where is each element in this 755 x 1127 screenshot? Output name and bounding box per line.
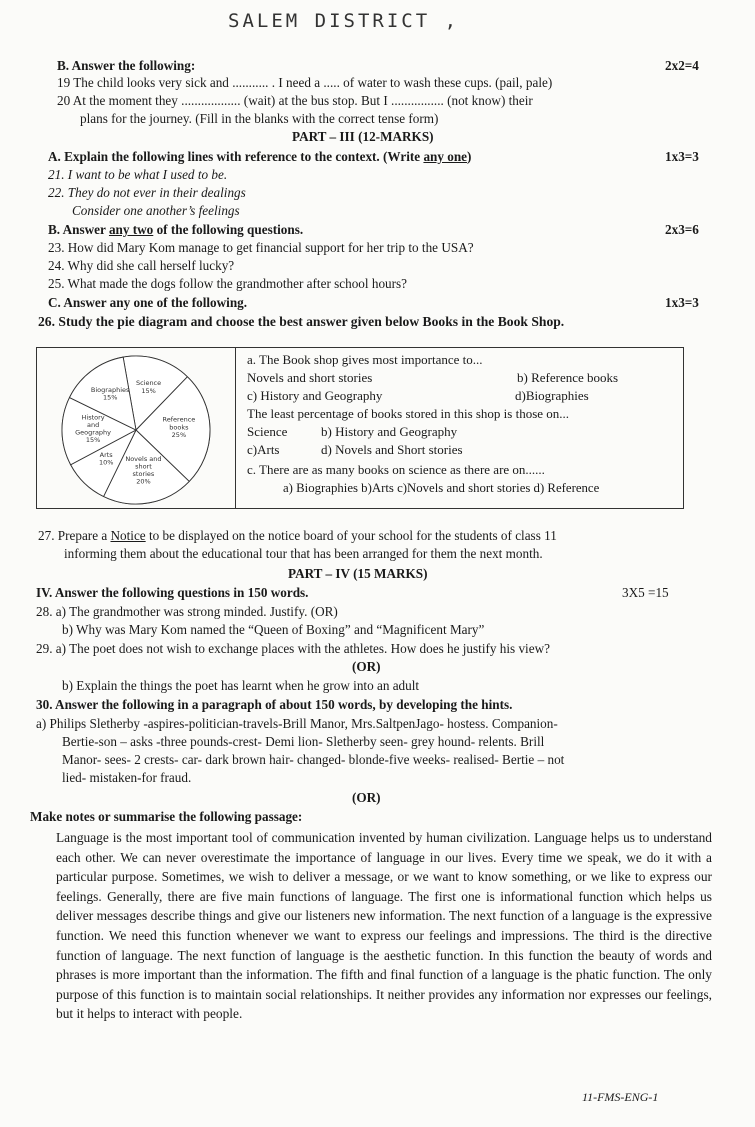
question-21: 21. I want to be what I used to be.	[48, 167, 228, 182]
section-b-heading: B. Answer the following:	[57, 58, 196, 73]
question-30-hints-1: a) Philips Sletherby -aspires-politician-travels-Brill Manor, Mrs.SaltpenJago- hostess. Companion-	[36, 716, 558, 731]
or-label-2: (OR)	[352, 790, 381, 805]
question-30-hints-3: Manor- sees- 2 crests- car- dark brown hair- changed- blonde-five weeks- realised- Bertie – not	[62, 752, 565, 767]
pie-question-b: The least percentage of books stored in this shop is those on...	[247, 406, 570, 421]
pie-label-history-and-geography: History and Geography 15%	[75, 413, 112, 445]
or-label-1: (OR)	[352, 659, 381, 674]
pie-qa-option-2: b) Reference books	[517, 370, 619, 385]
pie-qb-option-2: b) History and Geography	[321, 424, 458, 439]
question-30-hints-2: Bertie-son – asks -three pounds-crest- Demi lion- Sletherby seen- grey hound- relents. Brill	[62, 734, 545, 749]
pie-qa-option-1: Novels and short stories	[247, 370, 373, 385]
pie-qa-option-3: c) History and Geography	[247, 388, 383, 403]
question-30: 30. Answer the following in a paragraph of about 150 words, by developing the hints.	[36, 697, 513, 712]
district-header: SALEM DISTRICT ,	[228, 10, 460, 32]
section-b2-heading: B. Answer any two of the following questions.	[48, 222, 304, 237]
question-28a: 28. a) The grandmother was strong minded. Justify. (OR)	[36, 604, 338, 619]
pie-question-c: c. There are as many books on science as there are on......	[247, 462, 545, 477]
pie-qc-options: a) Biographies b)Arts c)Novels and short stories d) Reference	[283, 481, 600, 495]
question-27-cont: informing them about the educational tour that has been arranged for them the next month.	[64, 546, 543, 561]
pie-question-a: a. The Book shop gives most importance to...	[247, 352, 483, 367]
notes-heading: Make notes or summarise the following passage:	[30, 809, 303, 824]
question-30-hints-4: lied- mistaken-for fraud.	[62, 770, 192, 785]
section-b-marks: 2x2=4	[665, 58, 699, 73]
pie-qb-option-3: c)Arts	[247, 442, 280, 457]
section-c-heading: C. Answer any one of the following.	[48, 295, 248, 310]
pie-question-box	[36, 347, 684, 509]
pie-divider	[235, 348, 236, 508]
question-20: 20 At the moment they .................. (wait) at the bus stop. But I ................ (not know) their	[57, 93, 533, 108]
part-4-marks: 3X5 =15	[622, 585, 669, 600]
question-22-cont: Consider one another’s feelings	[72, 203, 240, 218]
section-a-marks: 1x3=3	[665, 149, 699, 164]
footer-code: 11-FMS-ENG-1	[582, 1090, 659, 1104]
pie-qb-option-4: d) Novels and Short stories	[321, 442, 463, 457]
pie-label-novels-and-short-stories: Novels and short stories 20%	[125, 454, 162, 486]
question-23: 23. How did Mary Kom manage to get financial support for her trip to the USA?	[48, 240, 474, 255]
part-4-title: PART – IV (15 MARKS)	[288, 566, 428, 581]
question-24: 24. Why did she call herself lucky?	[48, 258, 235, 273]
pie-label-arts: Arts 10%	[98, 451, 114, 467]
section-c-marks: 1x3=3	[665, 295, 699, 310]
question-28b: b) Why was Mary Kom named the “Queen of Boxing” and “Magnificent Mary”	[62, 622, 485, 637]
pie-label-science: Science 15%	[135, 379, 162, 395]
pie-label-reference-books: Reference books 25%	[162, 415, 196, 439]
question-26: 26. Study the pie diagram and choose the best answer given below Books in the Book Shop.	[38, 314, 565, 329]
question-20-cont: plans for the journey. (Fill in the blanks with the correct tense form)	[80, 111, 439, 126]
pie-chart	[37, 348, 235, 508]
question-25: 25. What made the dogs follow the grandmother after school hours?	[48, 276, 408, 291]
part-4-heading: IV. Answer the following questions in 150 words.	[36, 585, 309, 600]
pie-label-biographies: Biographies 15%	[90, 385, 130, 402]
pie-qb-option-1: Science	[247, 424, 288, 439]
question-27: 27. Prepare a Notice to be displayed on the notice board of your school for the students of class 11	[38, 528, 557, 543]
question-29a: 29. a) The poet does not wish to exchange places with the athletes. How does he justify his view?	[36, 641, 550, 656]
question-29b: b) Explain the things the poet has learnt when he grow into an adult	[62, 678, 420, 693]
question-22: 22. They do not ever in their dealings	[48, 185, 246, 200]
section-b2-marks: 2x3=6	[665, 222, 699, 237]
passage-text: Language is the most important tool of communication invented by human civilization. Language helps us to understand each other. We can never overestimate the importance of language in our lives. Every time we speak, we do it with a particular purpose. Sometimes, we wish to deliver a message, or we want to know something, or we like to express our feelings. Generally, there are five main functions of language. The first one is informational function which helps us deliver messages describe things and give our listeners new information. The next function of a language is the expressive function. We need this function whenever we want to express our feelings and impressions. The third is the directive function of language. The next function of language is the aesthetic function. In this function the beauty of words and phrases is more important than the information. The fifth and final function of a language is the phatic function. The only purpose of this function is to maintain social relationships. It neither provides any information nor expresses our feelings, but it helps to interact with people.	[56, 830, 712, 1022]
pie-qa-option-4: d)Biographies	[515, 388, 589, 403]
part-3-title: PART – III (12-MARKS)	[292, 129, 434, 144]
question-19: 19 The child looks very sick and ........... . I need a ..... of water to wash these cups. (pail, pale)	[57, 75, 553, 90]
section-a-heading: A. Explain the following lines with reference to the context. (Write any one)	[48, 149, 472, 164]
